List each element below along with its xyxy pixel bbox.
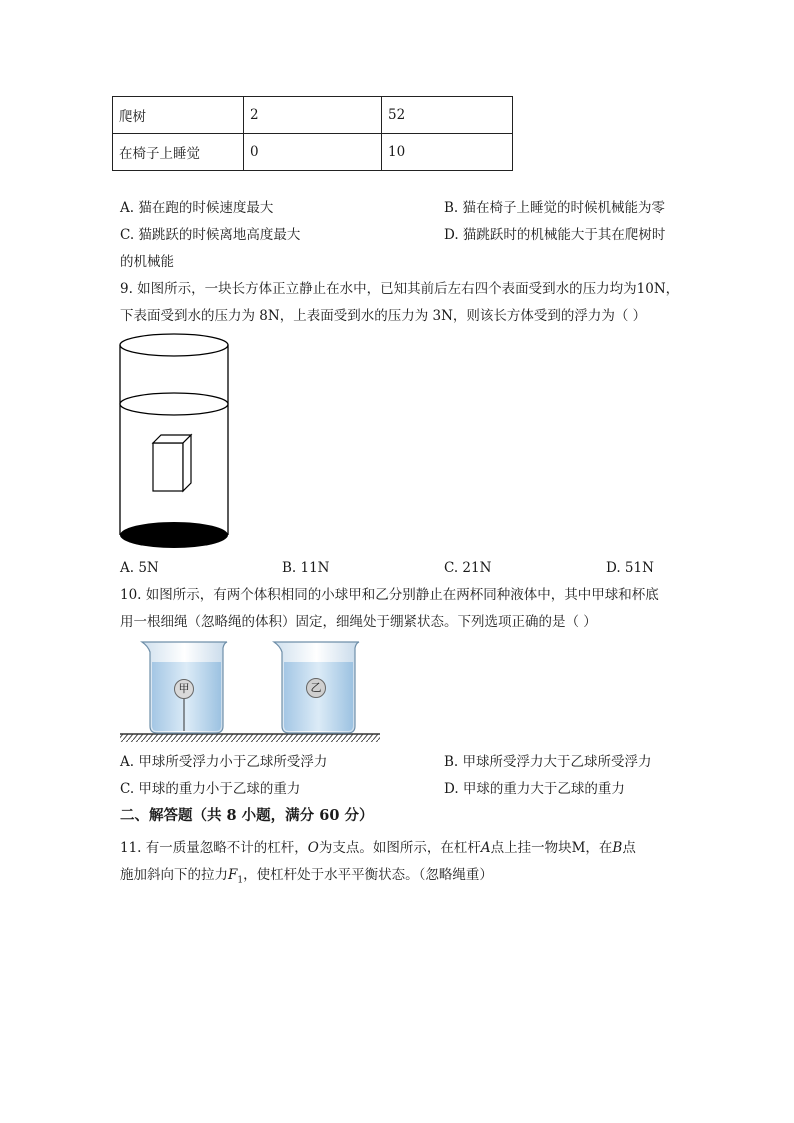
- q10-stem-line2: 用一根细绳（忽略绳的体积）固定，细绳处于绷紧状态。下列选项正确的是（ ）: [120, 614, 597, 630]
- force-label: F: [228, 867, 238, 883]
- table-cell: 在椅子上睡觉: [113, 134, 244, 171]
- cylinder-rim: [120, 334, 228, 356]
- table-cell: 0: [244, 134, 382, 171]
- point-a-label: A: [480, 840, 491, 856]
- data-table: [112, 96, 513, 171]
- q11-text: 施加斜向下的拉力: [120, 867, 228, 883]
- q11-text: 点上挂一物块M，在: [490, 840, 613, 856]
- q11-text: ，使杠杆处于水平平衡状态。（忽略绳重）: [243, 867, 493, 883]
- q9-option-b: B. 11N: [282, 560, 330, 576]
- q10-beakers-drawing: [118, 638, 382, 746]
- table-row: [113, 134, 513, 171]
- q11-text: 为支点。如图所示，在杠杆: [318, 840, 481, 856]
- q8-option-c: C. 猫跳跃的时候离地高度最大: [120, 227, 301, 243]
- q10-stem-line1: 10. 如图所示，有两个体积相同的小球甲和乙分别静止在两杯同种液体中，其中甲球和杯底: [120, 587, 659, 603]
- table-cell: 52: [382, 97, 513, 134]
- q10-option-b: B. 甲球所受浮力大于乙球所受浮力: [444, 754, 652, 770]
- q11-text: 点: [622, 840, 636, 856]
- cylinder-bottom: [120, 522, 228, 548]
- section-heading: 二、解答题（共 8 小题，满分 60 分）: [120, 807, 374, 824]
- pivot-label: O: [307, 840, 319, 856]
- q10-beakers-figure: [118, 638, 382, 746]
- q9-option-c: C. 21N: [444, 560, 492, 576]
- q10-option-c: C. 甲球的重力小于乙球的重力: [120, 781, 301, 797]
- table-cell: 爬树: [113, 97, 244, 134]
- point-b-label: B: [612, 840, 623, 856]
- q11-text: 11. 有一质量忽略不计的杠杆，: [120, 840, 308, 856]
- table-row: [113, 97, 513, 134]
- q9-stem-line2: 下表面受到水的压力为 8N，上表面受到水的压力为 3N，则该长方体受到的浮力为（ ）: [120, 308, 647, 324]
- water-surface: [120, 393, 228, 415]
- q8-option-d: D. 猫跳跃时的机械能大于其在爬树时: [444, 227, 666, 243]
- force-subscript: 1: [237, 875, 244, 886]
- q11-stem-line1: [120, 838, 636, 858]
- q8-option-a: A. 猫在跑的时候速度最大: [120, 200, 274, 216]
- table-cell: 2: [244, 97, 382, 134]
- q8-option-b: B. 猫在椅子上睡觉的时候机械能为零: [444, 200, 666, 216]
- ground-hatch: [120, 734, 380, 742]
- ball-yi-label: 乙: [310, 681, 322, 694]
- ball-jia-label: 甲: [178, 682, 190, 695]
- q9-option-d: D. 51N: [606, 560, 654, 576]
- q9-option-a: A. 5N: [120, 560, 159, 576]
- q9-stem-line1: 9. 如图所示，一块长方体正立静止在水中，已知其前后左右四个表面受到水的压力均为10N，: [120, 281, 680, 297]
- q11-stem-line2: [120, 865, 493, 891]
- q10-option-a: A. 甲球所受浮力小于乙球所受浮力: [120, 754, 328, 770]
- q8-option-d-continued: 的机械能: [120, 254, 174, 270]
- q10-option-d: D. 甲球的重力大于乙球的重力: [444, 781, 625, 797]
- table-cell: 10: [382, 134, 513, 171]
- q9-cylinder-figure: [116, 332, 232, 554]
- cuboid-block: [153, 435, 191, 491]
